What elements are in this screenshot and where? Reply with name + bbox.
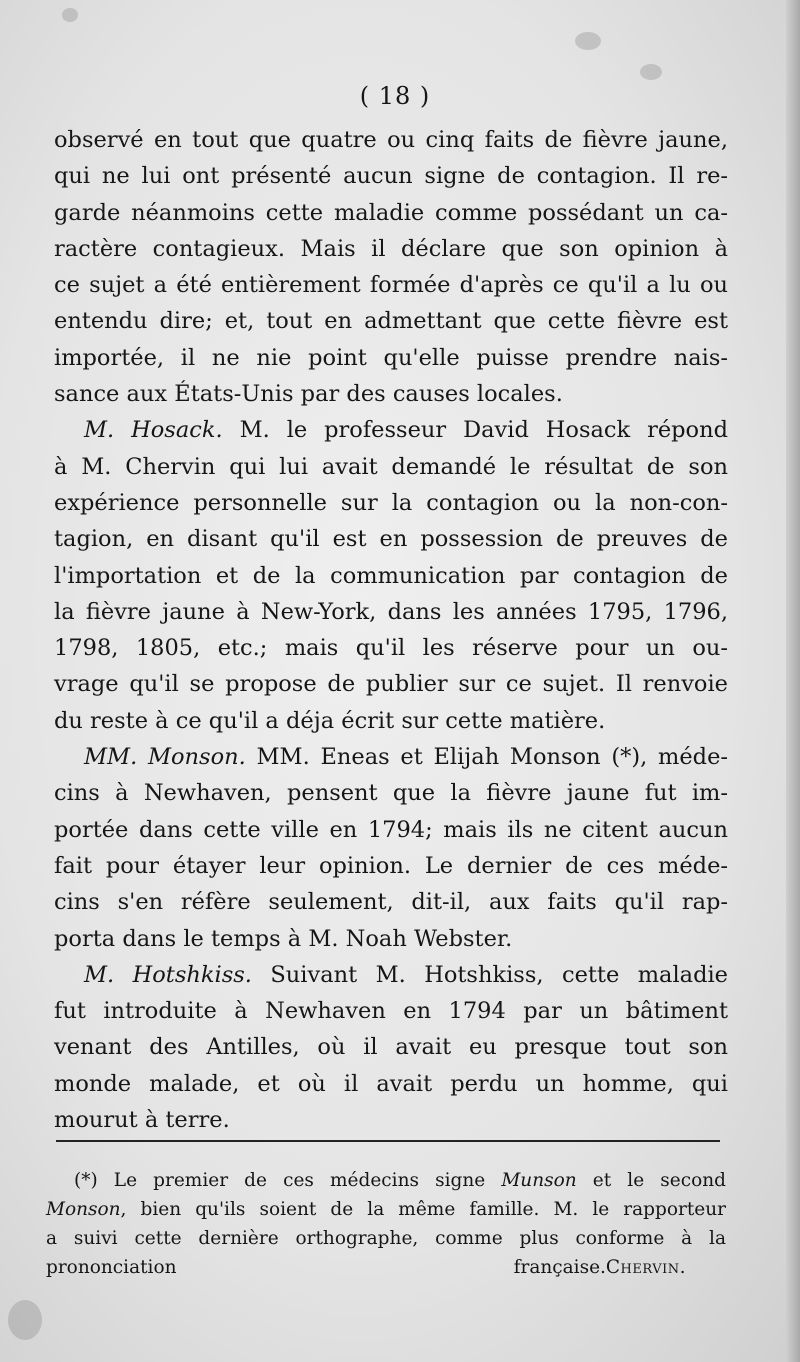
- text-run: prononciation française.: [46, 1257, 606, 1278]
- foxing-spot: [640, 64, 662, 80]
- text-run: et le second: [576, 1170, 726, 1191]
- text-line: vrage qu'il se propose de publier sur ce sujet. Il renvoie: [54, 671, 728, 698]
- text-line: 1798, 1805, etc.; mais qu'il les réserve pour un ou-: [54, 635, 728, 662]
- text-line: qui ne lui ont présenté aucun signe de contagion. Il re-: [54, 163, 728, 190]
- person-name-heading: M. Hotshkiss.: [84, 961, 252, 988]
- footnote-name: Munson: [501, 1170, 577, 1191]
- footnote: [46, 1166, 726, 1282]
- paragraph-monson-first-line: [54, 739, 728, 775]
- paragraph-hosack-first-line: [54, 412, 728, 448]
- text-line: cins s'en réfère seulement, dit-il, aux faits qu'il rap-: [54, 889, 728, 916]
- foxing-spot: [62, 8, 78, 22]
- person-name-heading: M. Hosack.: [84, 417, 223, 444]
- body-text: [54, 122, 728, 1138]
- text-line: ractère contagieux. Mais il déclare que son opinion à: [54, 235, 728, 262]
- footnote-line: a suivi cette dernière orthographe, comme plus conforme à la: [46, 1228, 726, 1249]
- text-run: , bien qu'ils soient de la même famille. M. le rapporteur: [120, 1199, 726, 1220]
- text-line: expérience personnelle sur la contagion ou la non-con-: [54, 489, 728, 516]
- text-line: mourut à terre.: [54, 1107, 230, 1134]
- foxing-spot: [575, 32, 601, 50]
- text-line: portée dans cette ville en 1794; mais ils ne citent aucun: [54, 816, 728, 843]
- text-line: tagion, en disant qu'il est en possession de preuves de: [54, 526, 728, 553]
- text-line: importée, il ne nie point qu'elle puisse prendre nais-: [54, 344, 728, 371]
- footnote-line: [46, 1253, 726, 1282]
- text-line: venant des Antilles, où il avait eu presque tout son: [54, 1034, 728, 1061]
- text-line: fait pour étayer leur opinion. Le dernier de ces méde-: [54, 852, 728, 879]
- text-line: à M. Chervin qui lui avait demandé le résultat de son: [54, 453, 728, 480]
- text-line: sance aux États-Unis par des causes locales.: [54, 381, 563, 408]
- text-run: M. le professeur David Hosack répond: [222, 417, 728, 444]
- text-line: monde malade, et où il avait perdu un homme, qui: [54, 1070, 728, 1097]
- paragraph-hotshkiss-first-line: [54, 957, 728, 993]
- text-line: l'importation et de la communication par contagion de: [54, 562, 728, 589]
- text-line: fut introduite à Newhaven en 1794 par un bâtiment: [54, 998, 728, 1025]
- text-run: (*) Le premier de ces médecins signe: [74, 1170, 502, 1191]
- footnote-line: [46, 1166, 726, 1195]
- signature: Chervin.: [605, 1257, 686, 1278]
- person-name-heading: MM. Monson.: [84, 744, 246, 771]
- text-line: entendu dire; et, tout en admettant que cette fièvre est: [54, 308, 728, 335]
- text-run: Suivant M. Hotshkiss, cette maladie: [251, 961, 728, 988]
- text-line: observé en tout que quatre ou cinq faits de fièvre jaune,: [54, 127, 728, 153]
- page-number: ( 18 ): [359, 82, 431, 110]
- text-line: porta dans le temps à M. Noah Webster.: [54, 925, 513, 952]
- text-line: du reste à ce qu'il a déja écrit sur cette matière.: [54, 707, 606, 734]
- text-line: cins à Newhaven, pensent que la fièvre jaune fut im-: [54, 780, 728, 807]
- text-line: ce sujet a été entièrement formée d'après ce qu'il a lu ou: [54, 272, 728, 299]
- foxing-spot: [8, 1300, 42, 1340]
- text-line: garde néanmoins cette maladie comme possédant un ca-: [54, 199, 728, 226]
- text-line: la fièvre jaune à New-York, dans les années 1795, 1796,: [54, 598, 728, 625]
- text-run: MM. Eneas et Elijah Monson (*), méde-: [245, 744, 728, 771]
- page-edge-shadow: [786, 0, 800, 1362]
- footnote-line: [46, 1195, 726, 1224]
- footnote-divider: [56, 1140, 720, 1142]
- footnote-name: Monson: [46, 1199, 121, 1220]
